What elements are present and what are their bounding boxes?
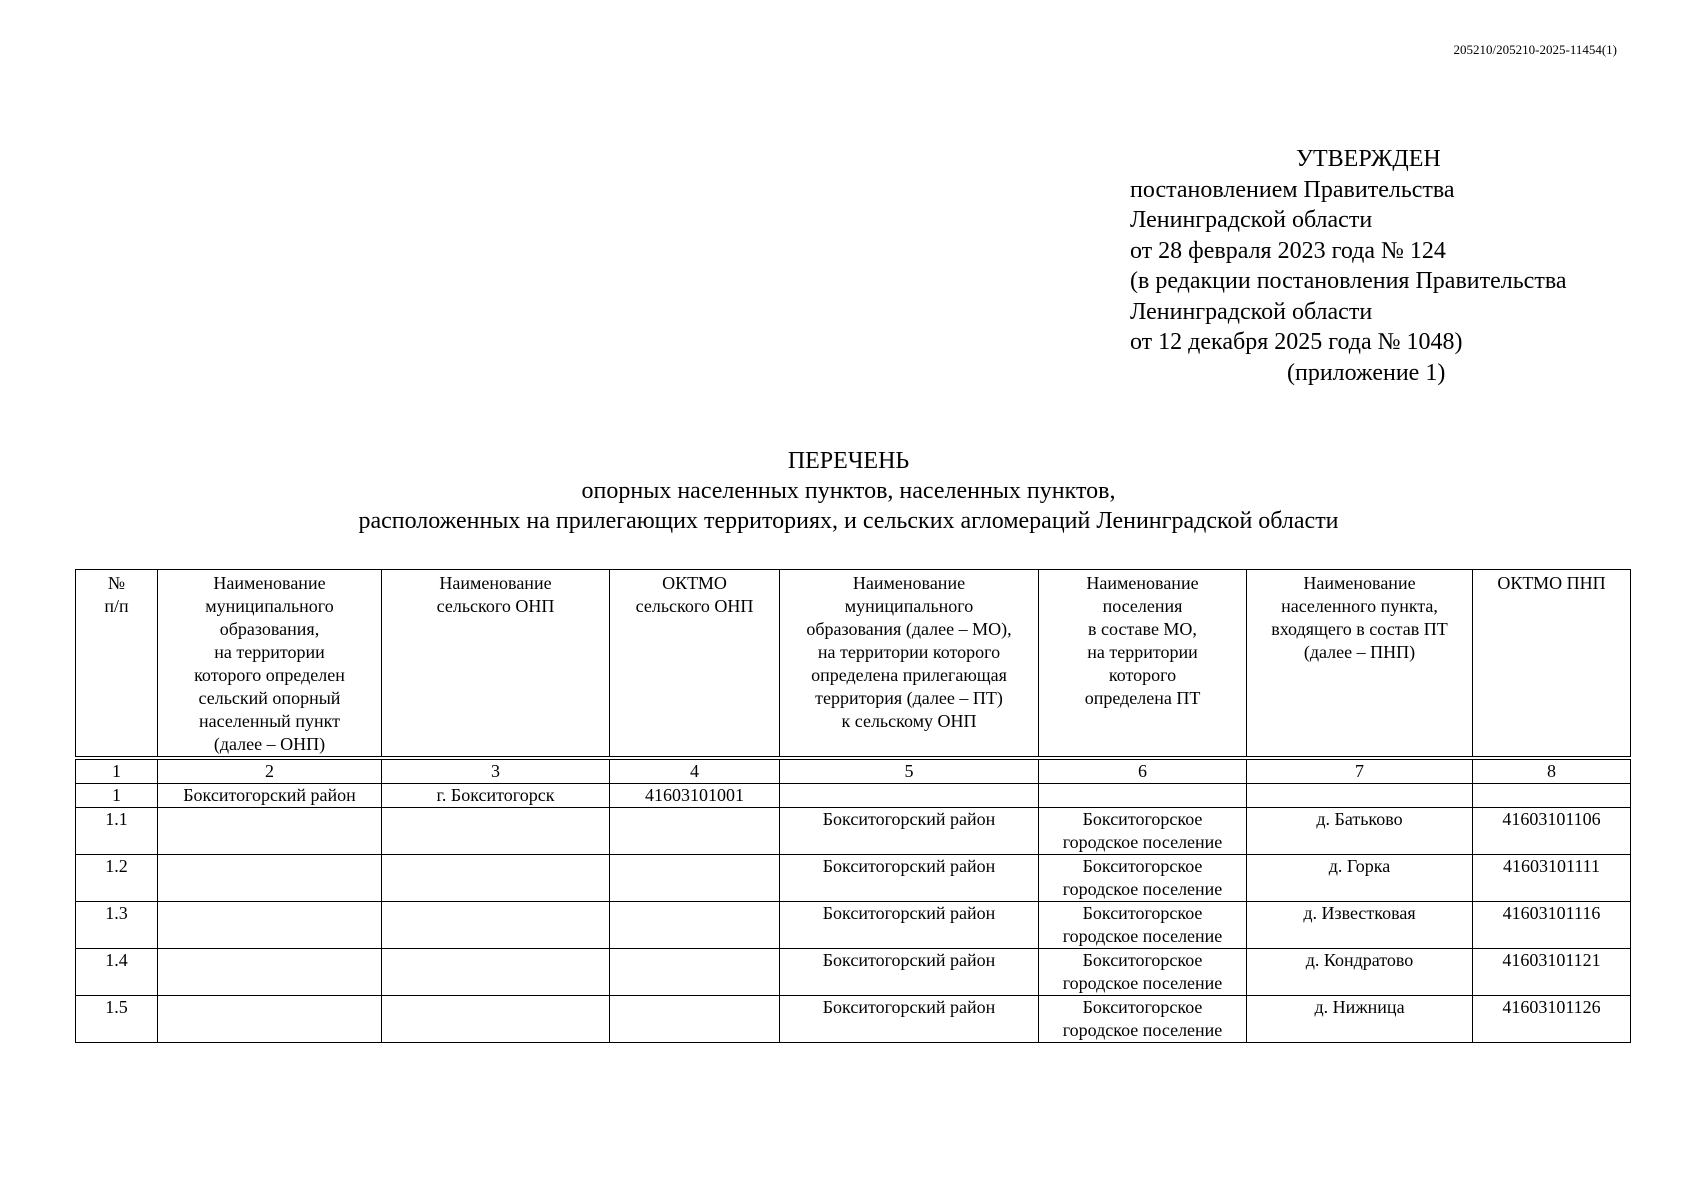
cell-line: ОКТМО ПНП: [1497, 573, 1606, 593]
column-number-cell: 8: [1473, 760, 1631, 784]
table-row: [76, 784, 1631, 808]
table-cell: [610, 949, 780, 996]
cell-line: городское поселение: [1062, 879, 1223, 899]
cell-line: ОКТМО: [662, 573, 727, 593]
table-cell: [158, 996, 382, 1043]
cell-line: в составе МО,: [1088, 619, 1197, 639]
localities-table: [75, 569, 1631, 1043]
heading-title: ПЕРЕЧЕНЬ: [787, 448, 910, 474]
column-number-cell: 7: [1247, 760, 1473, 784]
settlement-cell: [1039, 855, 1247, 902]
column-header-6: [1039, 570, 1247, 757]
settlement-cell: [1039, 902, 1247, 949]
table-cell: [1473, 784, 1631, 808]
cell-line: на территории которого: [817, 642, 1001, 662]
cell-line: муниципального: [844, 596, 974, 616]
oktmo-cell: 41603101111: [1473, 855, 1631, 902]
document-heading: [0, 446, 1697, 536]
cell-line: Наименование: [213, 573, 326, 593]
cell-line: городское поселение: [1062, 1020, 1223, 1040]
cell-line: сельский опорный: [198, 688, 341, 708]
cell-line: Бокситогорское: [1082, 856, 1203, 876]
table-cell: [382, 996, 610, 1043]
table-cell: Бокситогорский район: [158, 784, 382, 808]
column-number-cell: 1: [76, 760, 158, 784]
approval-line: постановлением Правительства: [1130, 176, 1455, 203]
municipality-cell: Бокситогорский район: [780, 855, 1039, 902]
approval-line: (в редакции постановления Правительства: [1130, 268, 1567, 294]
oktmo-cell: 41603101116: [1473, 902, 1631, 949]
table-cell: г. Бокситогорск: [382, 784, 610, 808]
table-body: [76, 757, 1631, 1043]
document-registration-number: 205210/205210-2025-11454(1): [1453, 42, 1617, 57]
column-number-cell: 2: [158, 760, 382, 784]
approval-line: Ленинградской области: [1130, 298, 1373, 325]
approval-title: УТВЕРЖДЕН: [1296, 146, 1441, 172]
cell-line: населенного пункта,: [1281, 596, 1438, 616]
locality-cell: д. Известковая: [1247, 902, 1473, 949]
cell-line: Бокситогорское: [1082, 903, 1203, 923]
table-row: [76, 855, 1631, 902]
approval-appendix: (приложение 1): [1287, 359, 1446, 386]
cell-line: входящего в состав ПТ: [1271, 619, 1448, 639]
approval-line: от 12 декабря 2025 года № 1048): [1130, 329, 1463, 355]
cell-line: которого: [1108, 665, 1177, 685]
cell-line: Бокситогорское: [1082, 997, 1203, 1017]
table-row: [76, 949, 1631, 996]
cell-line: к сельскому ОНП: [841, 711, 977, 731]
cell-line: образования (далее – МО),: [806, 619, 1012, 639]
locality-cell: д. Кондратово: [1247, 949, 1473, 996]
heading-subtitle-line-1: опорных населенных пунктов, населенных пунктов,: [581, 478, 1116, 504]
municipality-cell: Бокситогорский район: [780, 902, 1039, 949]
cell-line: муниципального: [205, 596, 334, 616]
locality-cell: д. Нижница: [1247, 996, 1473, 1043]
column-number-row: [76, 760, 1631, 784]
row-number-cell: 1.3: [76, 902, 158, 949]
column-number-cell: 3: [382, 760, 610, 784]
table-cell: [158, 855, 382, 902]
row-number-cell: 1.5: [76, 996, 158, 1043]
cell-line: Наименование: [852, 573, 966, 593]
cell-line: на территории: [214, 642, 325, 662]
cell-line: (далее – ОНП): [213, 734, 326, 754]
settlement-cell: [1039, 996, 1247, 1043]
cell-line: которого определен: [194, 665, 345, 685]
column-header-7: [1247, 570, 1473, 757]
cell-line: Бокситогорское: [1082, 950, 1203, 970]
table-header: [76, 570, 1631, 757]
approval-block: [1130, 144, 1567, 388]
cell-line: №: [107, 573, 126, 593]
table-cell: [610, 855, 780, 902]
municipality-cell: Бокситогорский район: [780, 949, 1039, 996]
municipality-cell: Бокситогорский район: [780, 996, 1039, 1043]
table-cell: [610, 996, 780, 1043]
column-header-2: [158, 570, 382, 757]
table-row: [76, 996, 1631, 1043]
column-number-cell: 6: [1039, 760, 1247, 784]
cell-line: образования,: [219, 619, 320, 639]
table-cell: [610, 902, 780, 949]
cell-line: городское поселение: [1062, 926, 1223, 946]
table-row: [76, 902, 1631, 949]
settlement-cell: [1039, 949, 1247, 996]
cell-line: сельского ОНП: [635, 596, 754, 616]
table-cell: 41603101001: [610, 784, 780, 808]
approval-line: от 28 февраля 2023 года № 124: [1130, 237, 1446, 264]
column-header-4: [610, 570, 780, 757]
cell-line: городское поселение: [1062, 832, 1223, 852]
cell-line: Наименование: [1086, 573, 1199, 593]
column-number-cell: 5: [780, 760, 1039, 784]
table-cell: [780, 784, 1039, 808]
cell-line: Наименование: [439, 573, 552, 593]
cell-line: поселения: [1102, 596, 1183, 616]
column-number-cell: 4: [610, 760, 780, 784]
cell-line: сельского ОНП: [436, 596, 555, 616]
table-cell: [158, 949, 382, 996]
row-number-cell: 1.2: [76, 855, 158, 902]
locality-cell: д. Батьково: [1247, 808, 1473, 855]
cell-line: Наименование: [1303, 573, 1416, 593]
settlement-cell: [1039, 808, 1247, 855]
cell-line: на территории: [1087, 642, 1198, 662]
table-cell: [610, 808, 780, 855]
table-cell: 1: [76, 784, 158, 808]
oktmo-cell: 41603101126: [1473, 996, 1631, 1043]
cell-line: определена ПТ: [1084, 688, 1201, 708]
cell-line: городское поселение: [1062, 973, 1223, 993]
table-cell: [158, 902, 382, 949]
table-cell: [1247, 784, 1473, 808]
table-cell: [158, 808, 382, 855]
column-header-5: [780, 570, 1039, 757]
header-row: [76, 570, 1631, 757]
table-cell: [382, 855, 610, 902]
oktmo-cell: 41603101121: [1473, 949, 1631, 996]
approval-line: Ленинградской области: [1130, 207, 1373, 233]
table-cell: [382, 902, 610, 949]
oktmo-cell: 41603101106: [1473, 808, 1631, 855]
cell-line: (далее – ПНП): [1303, 642, 1416, 662]
row-number-cell: 1.4: [76, 949, 158, 996]
heading-subtitle-line-2: расположенных на прилегающих территориях, и сельских агломераций Ленинградской области: [358, 508, 1339, 534]
municipality-cell: Бокситогорский район: [780, 808, 1039, 855]
table-row: [76, 808, 1631, 855]
table-cell: [1039, 784, 1247, 808]
column-header-3: [382, 570, 610, 757]
column-header-8: [1473, 570, 1631, 757]
cell-line: п/п: [104, 596, 129, 616]
table-cell: [382, 949, 610, 996]
cell-line: Бокситогорское: [1082, 809, 1203, 829]
table-cell: [382, 808, 610, 855]
row-number-cell: 1.1: [76, 808, 158, 855]
column-header-1: [76, 570, 158, 757]
locality-cell: д. Горка: [1247, 855, 1473, 902]
cell-line: территория (далее – ПТ): [815, 688, 1003, 708]
cell-line: определена прилегающая: [811, 665, 1007, 685]
cell-line: населенный пункт: [199, 711, 340, 731]
